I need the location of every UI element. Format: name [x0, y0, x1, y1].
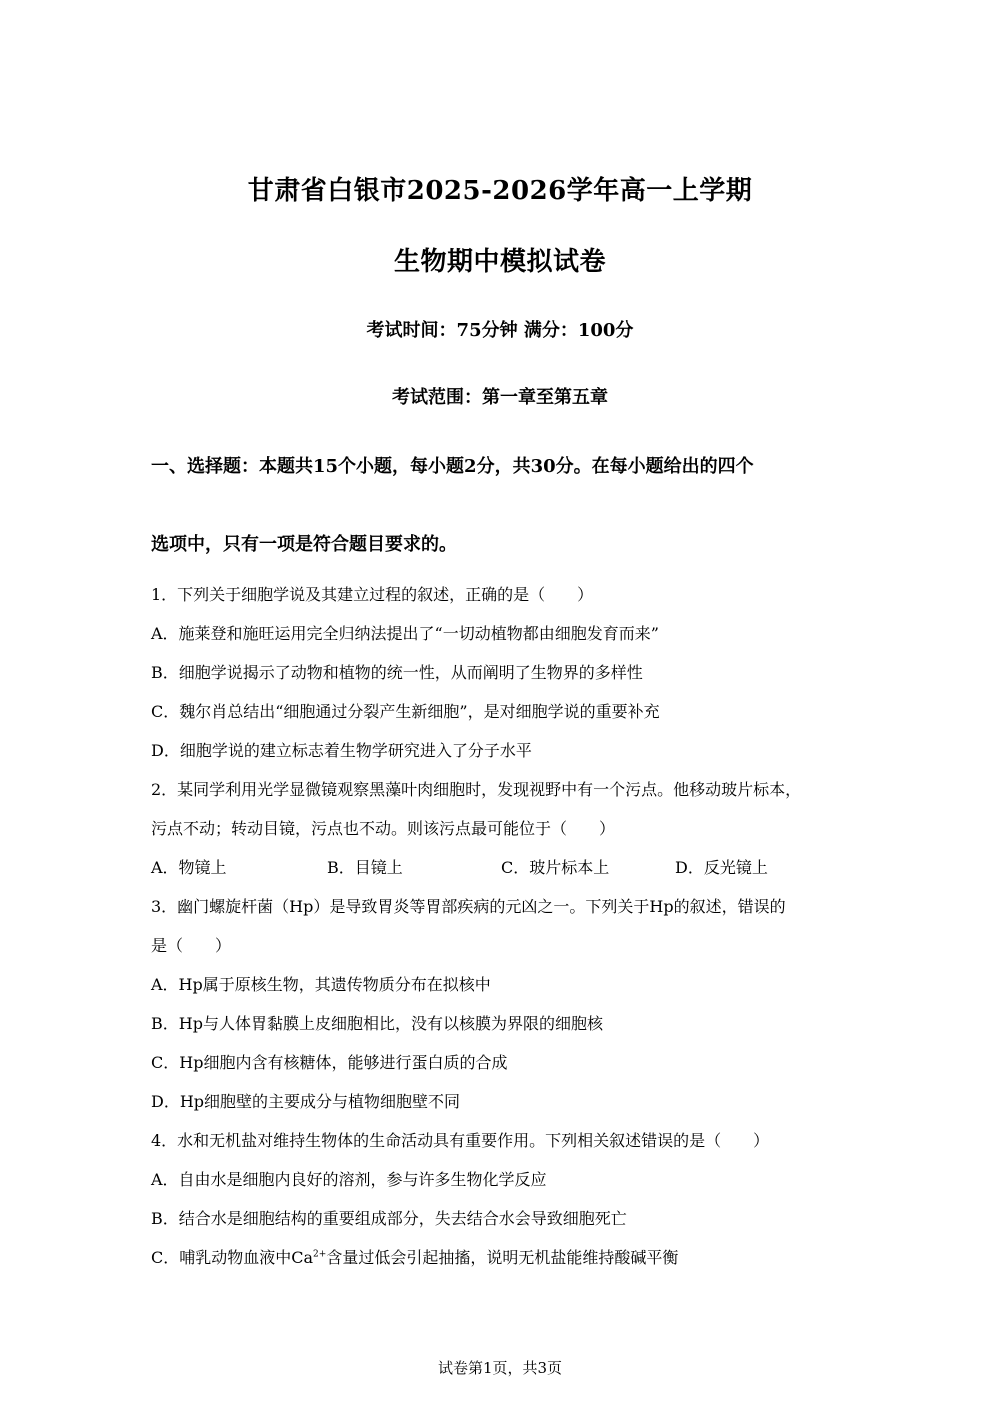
question-4-option-c-suffix: 含量过低会引起抽搐，说明无机盐能维持酸碱平衡 — [326, 1248, 679, 1267]
question-3-option-d: D．Hp细胞壁的主要成分与植物细胞壁不同 — [151, 1092, 461, 1111]
question-4-stem: 4．水和无机盐对维持生物体的生命活动具有重要作用。下列相关叙述错误的是（ ） — [151, 1131, 770, 1150]
question-3-stem-line2: 是（ ） — [151, 936, 232, 955]
question-1-stem: 1．下列关于细胞学说及其建立过程的叙述，正确的是（ ） — [151, 585, 594, 604]
question-1-option-c: C．魏尔肖总结出“细胞通过分裂产生新细胞”，是对细胞学说的重要补充 — [151, 702, 660, 721]
question-2-option-c: C．玻片标本上 — [501, 858, 610, 877]
exam-title-line1: 甘肃省白银市2025-2026学年高一上学期 — [247, 176, 753, 206]
question-3-option-a: A．Hp属于原核生物，其遗传物质分布在拟核中 — [151, 975, 491, 994]
question-1-option-a: A．施莱登和施旺运用完全归纳法提出了“一切动植物都由细胞发育而来” — [151, 624, 659, 643]
question-3-stem-line1: 3．幽门螺旋杆菌（Hp）是导致胃炎等胃部疾病的元凶之一。下列关于Hp的叙述，错误的 — [151, 897, 786, 916]
question-2-option-d: D．反光镜上 — [675, 858, 768, 877]
exam-time-info: 考试时间：75分钟 满分：100分 — [366, 320, 634, 341]
page-footer: 试卷第1页，共3页 — [437, 1359, 563, 1377]
section-heading-line2: 选项中，只有一项是符合题目要求的。 — [151, 534, 457, 555]
question-2-option-b: B．目镜上 — [327, 858, 403, 877]
question-4-option-c-prefix: C．哺乳动物血液中Ca — [151, 1248, 314, 1267]
calcium-ion-charge: 2+ — [313, 1249, 327, 1260]
question-1-option-b: B．细胞学说揭示了动物和植物的统一性，从而阐明了生物界的多样性 — [151, 663, 643, 682]
exam-scope-info: 考试范围：第一章至第五章 — [392, 387, 608, 408]
question-1-option-d: D．细胞学说的建立标志着生物学研究进入了分子水平 — [151, 741, 532, 760]
question-3-option-c: C．Hp细胞内含有核糖体，能够进行蛋白质的合成 — [151, 1053, 508, 1072]
question-2-stem-line2: 污点不动；转动目镜，污点也不动。则该污点最可能位于（ ） — [151, 819, 616, 838]
question-4-option-a: A．自由水是细胞内良好的溶剂，参与许多生物化学反应 — [151, 1170, 547, 1189]
exam-title-line2: 生物期中模拟试卷 — [393, 247, 606, 277]
section-heading-line1: 一、选择题：本题共15个小题，每小题2分，共30分。在每小题给出的四个 — [151, 456, 754, 477]
question-4-option-c — [151, 1247, 871, 1269]
question-2-option-a: A．物镜上 — [151, 858, 227, 877]
question-4-option-b: B．结合水是细胞结构的重要组成部分，失去结合水会导致细胞死亡 — [151, 1209, 627, 1228]
question-2-stem-line1: 2．某同学利用光学显微镜观察黑藻叶肉细胞时，发现视野中有一个污点。他移动玻片标本， — [151, 780, 802, 799]
question-3-option-b: B．Hp与人体胃黏膜上皮细胞相比，没有以核膜为界限的细胞核 — [151, 1014, 603, 1033]
